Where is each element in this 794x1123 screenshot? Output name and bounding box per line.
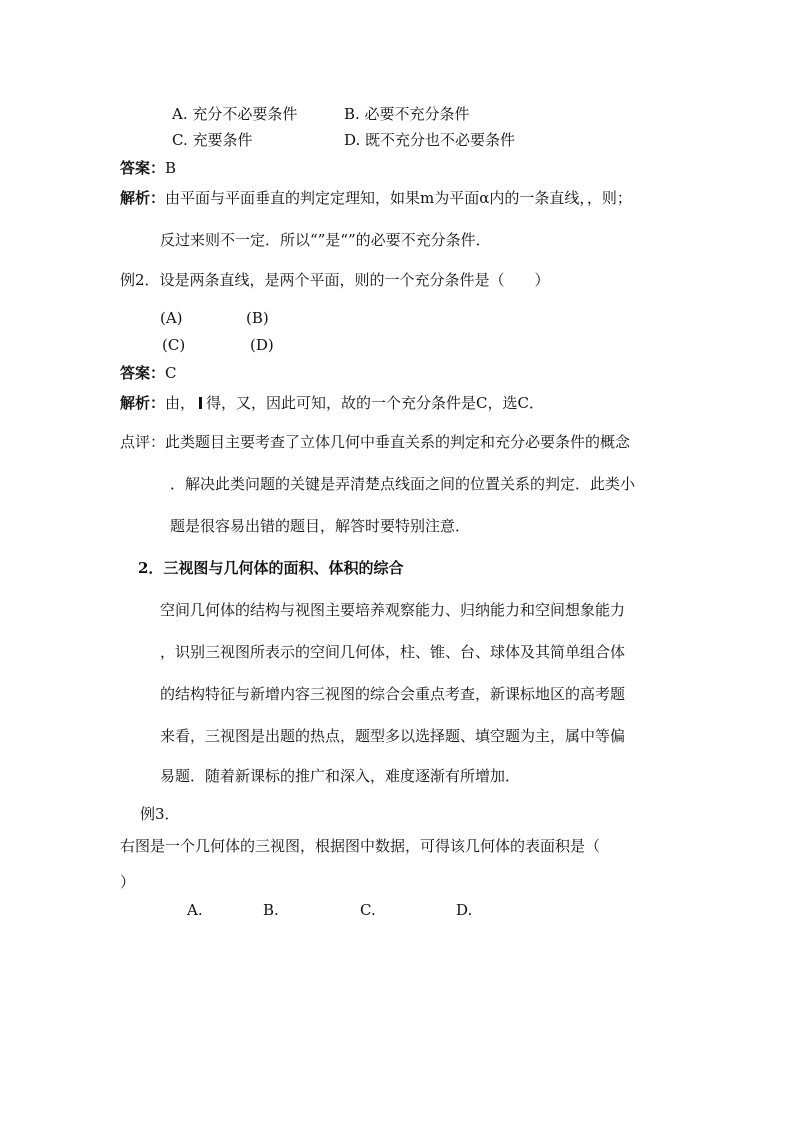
ex2-question-text: 设是两条直线，是两个平面，则的一个充分条件是（ ） [159, 271, 550, 289]
ex1-analysis [120, 188, 632, 208]
answer-value: B [165, 159, 177, 177]
parallel-mark [199, 397, 202, 409]
analysis-label: 解析： [120, 189, 166, 207]
comment-text: 此类题目主要考查了立体几何中垂直关系的判定和充分必要条件的概念 [165, 433, 631, 451]
ex3-question-line1: 右图是一个几何体的三视图，根据图中数据，可得该几何体的表面积是（ [120, 837, 601, 855]
ex3-option-b: B. [263, 901, 279, 919]
ex1-option-a: A. 充分不必要条件 [172, 105, 298, 123]
ex1-option-c: C. 充要条件 [172, 131, 253, 149]
ex2-title: 例2． [120, 271, 160, 289]
ex1-option-d: D. 既不充分也不必要条件 [344, 131, 516, 149]
ex2-option-a: (A) [160, 309, 183, 327]
ex3-question-line2: ） [120, 873, 136, 891]
answer-label: 答案： [120, 159, 166, 177]
ex3-title: 例3． [140, 805, 180, 823]
section-para-line4: 来看，三视图是出题的热点，题型多以选择题、填空题为主，属中等偏 [160, 727, 626, 745]
ex1-analysis-line2: 反过来则不一定．所以“”是“”的必要不充分条件． [160, 231, 491, 249]
ex2-analysis [120, 393, 544, 413]
section-para-line3: 的结构特征与新增内容三视图的综合会重点考查，新课标地区的高考题 [160, 685, 626, 703]
ex2-question [120, 270, 550, 290]
ex2-comment-line3: 题是很容易出错的题目，解答时要特别注意． [170, 517, 471, 535]
section-para-line5: 易题．随着新课标的推广和深入，难度逐渐有所增加． [160, 767, 521, 785]
ex1-answer [120, 158, 176, 178]
ex3-option-d: D. [456, 901, 473, 919]
ex2-option-b: (B) [246, 309, 269, 327]
section-para-line1: 空间几何体的结构与视图主要培养观察能力、归纳能力和空间想象能力 [160, 601, 626, 619]
ex2-comment-line2: ．解决此类问题的关键是弄清楚点线面之间的位置关系的判定．此类小 [170, 475, 636, 493]
ex2-option-c: (C) [162, 336, 186, 354]
ex3-option-a: A. [187, 901, 203, 919]
comment-label: 点评： [120, 433, 166, 451]
analysis-text-a: 由， [165, 394, 196, 412]
analysis-label: 解析： [120, 394, 166, 412]
ex1-option-b: B. 必要不充分条件 [344, 105, 470, 123]
ex2-option-d: (D) [250, 336, 274, 354]
section-para-line2: ，识别三视图所表示的空间几何体，柱、锥、台、球体及其简单组合体 [160, 643, 626, 661]
section-heading: 2．三视图与几何体的面积、体积的综合 [138, 559, 404, 577]
ex3-option-c: C. [360, 901, 376, 919]
ex2-answer [120, 363, 177, 383]
analysis-text: 由平面与平面垂直的判定定理知，如果m为平面α内的一条直线，，则； [165, 189, 632, 207]
analysis-text-b: 得，又，因此可知，故的一个充分条件是C，选C． [206, 394, 544, 412]
answer-label: 答案： [120, 364, 166, 382]
ex2-comment [120, 432, 630, 452]
answer-value: C [165, 364, 177, 382]
